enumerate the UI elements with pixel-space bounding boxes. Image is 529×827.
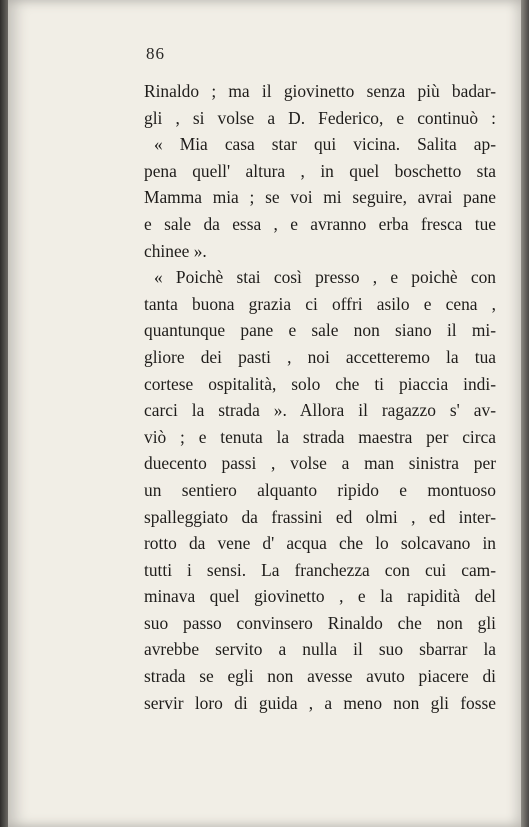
page-body-text (144, 78, 496, 716)
text-line: chinee ». (144, 240, 207, 261)
text-line: suo passo convinsero Rinaldo che non gli (144, 612, 496, 633)
text-line: tanta buona grazia ci offri asilo e cena , (144, 293, 496, 314)
text-line: cortese ospitalità, solo che ti piaccia indi- (144, 373, 496, 394)
text-line: quantunque pane e sale non siano il mi- (144, 320, 496, 341)
text-line: un sentiero alquanto ripido e montuoso (144, 479, 496, 500)
text-line: gli , si volse a D. Federico, e continuò : (144, 107, 496, 128)
text-line: spalleggiato da frassini ed olmi , ed inter- (144, 506, 496, 527)
text-line: tutti i sensi. La franchezza con cui cam- (144, 559, 496, 580)
text-line: strada se egli non avesse avuto piacere di (144, 666, 496, 687)
page-number: 86 (146, 44, 165, 63)
text-line: avrebbe servito a nulla il suo sbarrar la (144, 639, 496, 660)
text-line: minava quel giovinetto , e la rapidità del (144, 586, 496, 607)
text-line: pena quell' altura , in quel boschetto sta (144, 160, 496, 181)
text-line: « Poichè stai così presso , e poichè con (154, 267, 496, 288)
text-line: rotto da vene d' acqua che lo solcavano in (144, 533, 496, 554)
text-line: Mamma mia ; se voi mi seguire, avrai pane (144, 187, 496, 208)
text-line: servir loro di guida , a meno non gli fosse (144, 692, 496, 713)
book-gutter-edge (0, 0, 8, 827)
text-line: duecento passi , volse a man sinistra per (144, 453, 496, 474)
text-line: Rinaldo ; ma il giovinetto senza più badar- (144, 81, 496, 101)
text-line: viò ; e tenuta la strada maestra per circa (144, 426, 496, 447)
text-line: carci la strada ». Allora il ragazzo s' av- (144, 400, 496, 421)
book-page (8, 0, 521, 827)
text-line: « Mia casa star qui vicina. Salita ap- (154, 134, 496, 155)
book-page-edge (521, 0, 529, 827)
text-line: e sale da essa , e avranno erba fresca tue (144, 213, 496, 234)
text-line: gliore dei pasti , noi accetteremo la tua (144, 346, 496, 367)
